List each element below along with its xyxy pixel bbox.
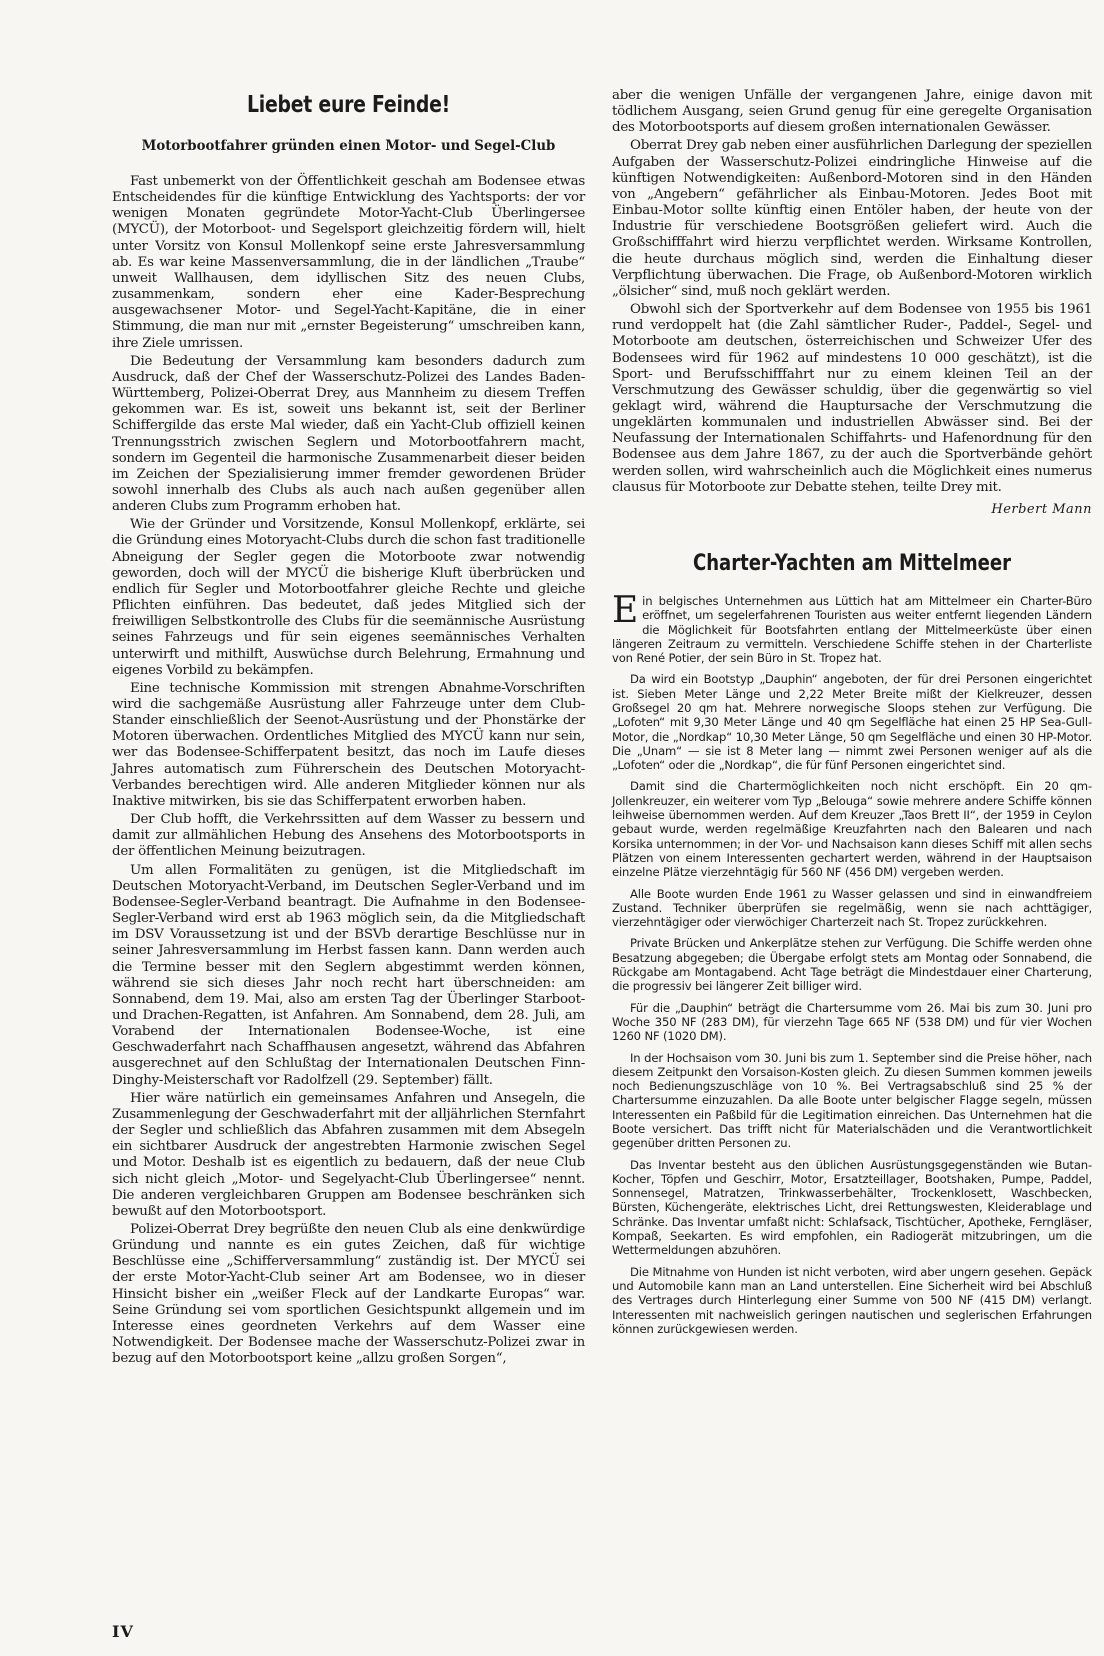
charter-article-body <box>612 589 1092 1336</box>
paragraph: Polizei-Oberrat Drey begrüßte den neuen Club als eine denkwürdige Gründung und nannte es ein gutes Zeichen, daß für wichtige Beschlüsse eine „Schifferversammlung“ zuständig ist. Der MYCÜ sei der erste Motor-Yacht-Club seiner Art am Bodensee, wo in dieser Hinsicht bisher ein „weißer Fleck auf der Landkarte Europas“ war. Seine Gründung sei vom sportlichen Gesichtspunkt allgemein und im Interesse eines geordneten Verkehrs auf dem Wasser eine Notwendigkeit. Der Bodensee mache der Wasserschutz-Polizei zwar in bezug auf den Motorbootsport keine „allzu großen Sorgen“, <box>112 1222 585 1367</box>
left-column <box>112 88 585 1367</box>
paragraph: Oberrat Drey gab neben einer ausführlichen Darlegung der speziellen Aufgaben der Wasserschutz-Polizei eindringliche Hinweise auf die künftigen Notwendigkeiten: Außenbord-Motoren sind in den Händen von „Angebern“ gefährlicher als Einbau-Motoren. Jedes Boot mit Einbau-Motor sollte künftig einen Entöler haben, der heute von der Industrie für verschiedene Bootsgrößen geliefert wird. Auch die Großschifffahrt wird hierzu verpflichtet werden. Wirksame Kontrollen, die heute durchaus möglich sind, werden die Einhaltung dieser Verpflichtung überwachen. Die Frage, ob Außenbord-Motoren wirklich „ölsicher“ sind, muß noch geklärt werden. <box>612 138 1092 299</box>
paragraph: Hier wäre natürlich ein gemeinsames Anfahren und Ansegeln, die Zusammenlegung der Geschwaderfahrt mit der alljährlichen Sternfahrt der Segler und schließlich das Abfahren zusammen mit dem Absegeln ein sichtbarer Ausdruck der angestrebten Harmonie zwischen Segel und Motor. Deshalb ist es eigentlich zu bedauern, daß der neue Club sich nicht gleich „Motor- und Segelyacht-Club Überlingersee“ nennt. Die anderen vergleichbaren Gruppen am Bodensee beschränken sich bewußt auf den Motorbootsport. <box>112 1090 585 1219</box>
paragraph: Private Brücken und Ankerplätze stehen zur Verfügung. Die Schiffe werden ohne Besatzung abgegeben; die Übergabe erfolgt stets am Montag oder Sonnabend, die Rückgabe am Montagabend. Acht Tage beträgt die Mindestdauer einer Charterung, die progressiv bei längerer Zeit billiger wird. <box>612 936 1092 994</box>
paragraph: Der Club hofft, die Verkehrssitten auf dem Wasser zu bessern und damit zur allmählichen Hebung des Ansehens des Motorbootsports in der öffentlichen Meinung beizutragen. <box>112 812 585 860</box>
charter-headline: Charter-Yachten am Mittelmeer <box>692 550 1012 576</box>
drop-cap: E <box>612 589 639 631</box>
right-column <box>612 88 1092 1336</box>
article-continuation <box>612 88 1092 496</box>
charter-lead-paragraph <box>612 589 1092 666</box>
paragraph: aber die wenigen Unfälle der vergangenen Jahre, einige davon mit tödlichem Ausgang, seien Grund genug für eine geregelte Organisation des Motorbootsports auf diesem großen internationalen Gewässer. <box>612 88 1092 136</box>
paragraph: Für die „Dauphin“ beträgt die Chartersumme vom 26. Mai bis zum 30. Juni pro Woche 350 NF (283 DM), für vierzehn Tage 665 NF (538 DM) und für vier Wochen 1260 NF (1020 DM). <box>612 1000 1092 1044</box>
article-headline: Liebet eure Feinde! <box>246 92 451 118</box>
paragraph: In der Hochsaison vom 30. Juni bis zum 1. September sind die Preise höher, nach diesem Zeitpunkt den Vorsaison-Kosten gleich. Zu diesen Summen kommen jeweils noch Bedienungszuschläge von 10 %. Bei Vertragsabschluß sind 25 % der Chartersumme einzuzahlen. Da alle Boote unter belgischer Flagge segeln, müssen Interessenten ein Paßbild für die Legitimation einreichen. Das Unternehmen hat die Boote versichert. Das trifft nicht für Materialschäden und die Verantwortlichkeit gegenüber dritten Personen zu. <box>612 1050 1092 1151</box>
paragraph: Alle Boote wurden Ende 1961 zu Wasser gelassen und sind in einwandfreiem Zustand. Techniker überprüfen sie regelmäßig, wenn sie nach achttägiger, vierzehntägiger oder vierwöchiger Charterzeit nach St. Tropez zurückkehren. <box>612 886 1092 930</box>
paragraph: Wie der Gründer und Vorsitzende, Konsul Mollenkopf, erklärte, sei die Gründung eines Motoryacht-Clubs durch die schon fast traditionelle Abneigung der Segler gegen die Motorboote zwar notwendig geworden, doch will der MYCÜ die bisherige Kluft überbrücken und endlich für Segler und Motorbootfahrer gleiche Rechte und gleiche Pflichten einführen. Das bedeutet, daß jedes Mitglied sich der freiwilligen Selbstkontrolle des Clubs für die seemännische Ausrüstung seines Fahrzeugs und für sein eigenes seemännisches Verhalten unterwirft und mithilft, Auswüchse durch Belehrung, Ermahnung und eigenes Vorbild zu bekämpfen. <box>112 517 585 678</box>
author-byline: Herbert Mann <box>991 501 1092 517</box>
paragraph: Das Inventar besteht aus den üblichen Ausrüstungsgegenständen wie Butan-Kocher, Töpfen und Geschirr, Motor, Ersatzteillager, Bootshaken, Pumpe, Paddel, Sonnensegel, Matratzen, Trinkwasserbehälter, Trockenklosett, Waschbecken, Bürsten, Küchengeräte, elektrisches Licht, drei Rettungswesten, Kleiderablage und Schränke. Das Inventar umfaßt nicht: Schlafsack, Tischtücher, Apotheke, Ferngläser, Kompaß, Seekarten. Es wird empfohlen, ein Radiogerät mitzubringen, um die Wettermeldungen abzuhören. <box>612 1157 1092 1258</box>
lead-text: in belgisches Unternehmen aus Lüttich hat am Mittelmeer ein Charter-Büro eröffnet, um segelerfahrenen Touristen aus weiter entfernt liegenden Ländern die Möglichkeit für Bootsfahrten entlang der Mittelmeerküste über einen längeren Zeitraum zu vermitteln. Verschiedene Schiffe stehen in der Charterliste von René Potier, der sein Büro in St. Tropez hat. <box>612 593 1092 666</box>
paragraph: Die Bedeutung der Versammlung kam besonders dadurch zum Ausdruck, daß der Chef der Wasserschutz-Polizei des Landes Baden-Württemberg, Polizei-Oberrat Drey, aus Mannheim zu diesem Treffen gekommen war. Es ist, soweit uns bekannt ist, seit der Berliner Schiffergilde das erste Mal wieder, daß ein Yacht-Club offiziell keinen Trennungsstrich zwischen Seglern und Motorbootfahrern macht, sondern im Gegenteil die harmonische Zusammenarbeit dieser beiden im Zeichen der Spezialisierung immer fremder gewordenen Brüder sowohl innerhalb des Clubs als auch nach außen gegenüber allen anderen Clubs zum Programm erhoben hat. <box>112 353 585 515</box>
paragraph: Fast unbemerkt von der Öffentlichkeit geschah am Bodensee etwas Entscheidendes für die künftige Entwicklung des Yachtsports: der vor wenigen Monaten gegründete Motor-Yacht-Club Überlingersee (MYCÜ), der Motorboot- und Segelsport gleichzeitig fördern will, hielt unter Vorsitz von Konsul Mollenkopf seine erste Jahresversammlung ab. Es war keine Massenversammlung, die in der ländlichen „Traube“ unweit Wallhausen, dem idyllischen Sitz des neuen Clubs, zusammenkam, sondern eher eine Kader-Besprechung ausgewachsener Motor- und Segel-Yacht-Kapitäne, die in einer Stimmung, die man nur mit „ernster Begeisterung“ umschreiben kann, ihre Ziele umrissen. <box>112 174 585 351</box>
article-body <box>112 174 585 1367</box>
paragraph: Obwohl sich der Sportverkehr auf dem Bodensee von 1955 bis 1961 rund verdoppelt hat (die Zahl sämtlicher Ruder-, Paddel-, Segel- und Motorboote am deutschen, österreichischen und Schweizer Ufer des Bodensees wird für 1962 auf mindestens 10 000 geschätzt), ist die Sport- und Berufsschifffahrt nur zu einem kleinen Teil an der Verschmutzung des Gewässer schuldig, über die gegenwärtig so viel geklagt wird, während die Hauptursache der Verschmutzung die ungeklärten kommunalen und industriellen Abwässer sind. Bei der Neufassung der Internationalen Schiffahrts- und Hafenordnung für den Bodensee aus dem Jahre 1867, zu der auch die Sportverbände gehört werden sollen, wird wahrscheinlich auch die Möglichkeit eines numerus clausus für Motorboote zur Debatte stehen, teilte Drey mit. <box>612 302 1092 495</box>
page-number: IV <box>112 1622 134 1641</box>
paragraph: Die Mitnahme von Hunden ist nicht verboten, wird aber ungern gesehen. Gepäck und Automobile kann man an Land unterstellen. Eine Sicherheit wird bei Abschluß des Vertrages durch Hinterlegung einer Summe von 500 NF (415 DM) verlangt. Interessenten mit nachweislich geringen nautischen und seglerischen Erfahrungen können zurückgewiesen werden. <box>612 1264 1092 1336</box>
paragraph: Eine technische Kommission mit strengen Abnahme-Vorschriften wird die sachgemäße Ausrüstung aller Fahrzeuge unter dem Club-Stander einschließlich der Seenot-Ausrüstung und der Phonstärke der Motoren überwachen. Ordentliches Mitglied des MYCÜ kann nur sein, wer das Bodensee-Schifferpatent besitzt, das noch im Laufe dieses Jahres automatisch zum Führerschein des Deutschen Motoryacht-Verbandes berechtigen wird. Alle anderen Mitglieder können nur als Inaktive mitwirken, bis sie das Schifferpatent erworben haben. <box>112 680 585 809</box>
paragraph: Um allen Formalitäten zu genügen, ist die Mitgliedschaft im Deutschen Motoryacht-Verband, im Deutschen Segler-Verband und im Bodensee-Segler-Verband beantragt. Die Aufnahme in den Bodensee-Segler-Verband wird erst ab 1963 möglich sein, da die Mitgliedschaft im DSV Voraussetzung ist und der BSVb derartige Beschlüsse nur in seiner Jahresversammlung im Herbst fassen kann. Dann werden auch die Termine besser mit den Seglern abgestimmt werden können, während sie sich dieses Jahr noch recht hart überschneiden: am Sonnabend, dem 19. Mai, also am ersten Tag der Überlinger Starboot- und Drachen-Regatten, ist Anfahren. Am Sonnabend, dem 28. Juli, am Vorabend der Internationalen Bodensee-Woche, ist eine Geschwaderfahrt nach Schaffhausen angesetzt, während das Abfahren ausgerechnet auf den Schlußtag der Internationalen Deutschen Finn-Dinghy-Meisterschaft vor Radolfzell (29. September) fällt. <box>112 862 585 1088</box>
paragraph: Damit sind die Chartermöglichkeiten noch nicht erschöpft. Ein 20 qm-Jollenkreuzer, ein weiterer vom Typ „Belouga“ sowie mehrere andere Schiffe können leihweise übernommen werden. Auf dem Kreuzer „Taos Brett II“, der 1959 in Ceylon gebaut wurde, werden regelmäßige Kreuzfahrten nach den Balearen und nach Korsika unternommen; in der Vor- und Nachsaison kann dieses Schiff mit allen sechs Plätzen von einem Interessenten gechartert werden, während in der Hauptsaison einzelne Plätze vierzehntägig für 560 NF (456 DM) vergeben werden. <box>612 779 1092 880</box>
paragraph: Da wird ein Bootstyp „Dauphin“ angeboten, der für drei Personen eingerichtet ist. Sieben Meter Länge und 2,22 Meter Breite mißt der Kielkreuzer, dessen Großsegel 20 qm hat. Mehrere norwegische Sloops stehen zur Verfügung. Die „Lofoten“ mit 9,30 Meter Länge und 40 qm Segelfläche hat einen 25 HP Sea-Gull-Motor, die „Nordkap“ 10,30 Meter Länge, 50 qm Segelfläche und einen 30 HP-Motor. Die „Unam“ — sie ist 8 Meter lang — nimmt zwei Personen weniger auf als die „Lofoten“ oder die „Nordkap“, die für fünf Personen eingerichtet sind. <box>612 672 1092 773</box>
article-subheadline: Motorbootfahrer gründen einen Motor- und Segel-Club <box>141 138 556 154</box>
